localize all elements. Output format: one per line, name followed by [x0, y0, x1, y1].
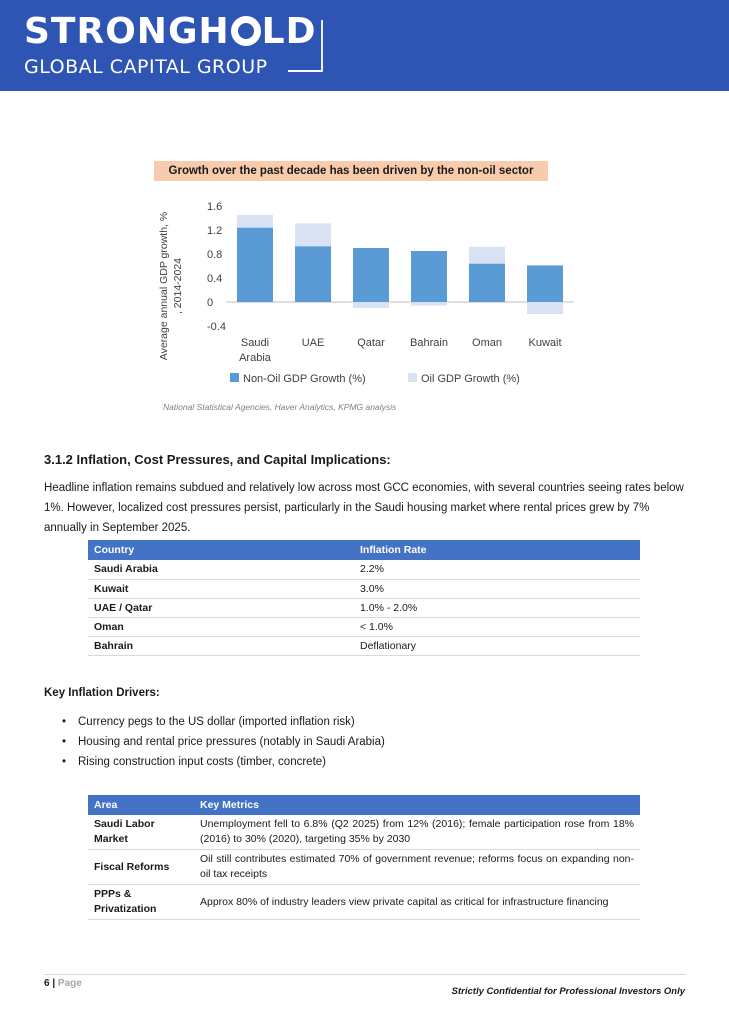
y-tick-label: 1.6 — [207, 201, 223, 213]
footer-divider — [44, 974, 686, 975]
legend-swatch-non-oil — [230, 373, 239, 382]
legend-swatch-oil — [408, 373, 417, 382]
logo-divider — [321, 20, 323, 72]
table-row — [88, 636, 640, 655]
bar-non-oil — [527, 265, 563, 302]
area-cell: PPPs & Privatization — [88, 885, 194, 920]
inflation-table — [88, 540, 640, 656]
metrics-cell: Unemployment fell to 6.8% (Q2 2025) from 12% (2016); female participation rose from 18% (2016) to 30% (2020), targeting 35% by 2030 — [194, 815, 640, 850]
x-tick-label: UAE — [301, 337, 325, 349]
bar-oil — [353, 302, 389, 308]
column-header-country: Country — [88, 540, 354, 560]
table-row — [88, 815, 640, 850]
bar-non-oil — [295, 246, 331, 302]
bar-non-oil — [353, 248, 389, 302]
inflation-cell: 1.0% - 2.0% — [354, 598, 640, 617]
table-row — [88, 617, 640, 636]
y-axis-label: , 2014-2024 — [172, 257, 184, 315]
company-logo — [24, 12, 316, 78]
country-cell: Saudi Arabia — [88, 560, 354, 579]
x-tick-label: Kuwait — [528, 337, 562, 349]
logo-wordmark: STRONGH LD — [24, 11, 317, 52]
metrics-cell: Oil still contributes estimated 70% of government revenue; reforms focus on expanding non-oil tax receipts — [194, 850, 640, 885]
bar-oil — [411, 302, 447, 306]
logo-underline — [288, 70, 322, 72]
y-tick-label: 0.4 — [207, 273, 223, 285]
table-header-row — [88, 540, 640, 560]
bar-non-oil — [411, 251, 447, 302]
column-header-inflation: Inflation Rate — [354, 540, 640, 560]
inflation-cell: Deflationary — [354, 636, 640, 655]
x-tick-label: Bahrain — [410, 337, 448, 349]
gdp-growth-chart — [150, 190, 580, 400]
legend-label-oil: Oil GDP Growth (%) — [421, 373, 520, 385]
y-tick-label: 1.2 — [207, 225, 223, 237]
chart-title: Growth over the past decade has been driven by the non-oil sector — [154, 161, 548, 181]
x-tick-label: Saudi — [240, 337, 270, 349]
country-cell: Oman — [88, 617, 354, 636]
confidentiality-notice: Strictly Confidential for Professional Investors Only — [451, 986, 685, 997]
y-tick-label: 0.8 — [207, 249, 223, 261]
table-row — [88, 885, 640, 920]
bar-oil — [527, 302, 563, 314]
inflation-cell: 3.0% — [354, 579, 640, 598]
country-cell: Bahrain — [88, 636, 354, 655]
column-header-metrics: Key Metrics — [194, 795, 640, 815]
bar-oil — [469, 247, 505, 264]
list-item: • Currency pegs to the US dollar (imported inflation risk) — [62, 712, 385, 732]
country-cell: UAE / Qatar — [88, 598, 354, 617]
x-tick-label: Qatar — [357, 337, 385, 349]
list-item: • Housing and rental price pressures (notably in Saudi Arabia) — [62, 732, 385, 752]
bar-non-oil — [469, 264, 505, 302]
table-row — [88, 579, 640, 598]
y-tick-label: 0 — [207, 297, 214, 309]
page-number: 6 | Page — [44, 978, 82, 989]
y-tick-label: -0.4 — [207, 321, 226, 333]
inflation-cell: < 1.0% — [354, 617, 640, 636]
table-row — [88, 560, 640, 579]
column-header-area: Area — [88, 795, 194, 815]
table-row — [88, 598, 640, 617]
area-cell: Fiscal Reforms — [88, 850, 194, 885]
drivers-list — [62, 712, 385, 772]
y-axis-label: Average annual GDP growth, % — [158, 211, 170, 361]
table-row — [88, 850, 640, 885]
inflation-cell: 2.2% — [354, 560, 640, 579]
bar-non-oil — [237, 228, 273, 302]
globe-icon — [231, 16, 261, 46]
country-cell: Kuwait — [88, 579, 354, 598]
header-banner — [0, 0, 729, 91]
logo-subtitle: GLOBAL CAPITAL GROUP — [24, 56, 268, 78]
table-header-row — [88, 795, 640, 815]
key-metrics-table — [88, 795, 640, 920]
legend-label-non-oil: Non-Oil GDP Growth (%) — [243, 373, 366, 385]
section-heading: 3.1.2 Inflation, Cost Pressures, and Capital Implications: — [44, 452, 391, 467]
section-paragraph: Headline inflation remains subdued and relatively low across most GCC economies, with several countries seeing rates below 1%. However, localized cost pressures persist, particularly in the Saudi housing market where rental prices grew by 7% annually in September 2025. — [44, 482, 684, 534]
drivers-heading: Key Inflation Drivers: — [44, 687, 160, 699]
chart-source: National Statistical Agencies, Haver Analytics, KPMG analysis — [163, 402, 397, 412]
bar-oil — [295, 223, 331, 246]
x-tick-label: Oman — [472, 337, 502, 349]
metrics-cell: Approx 80% of industry leaders view private capital as critical for infrastructure financing — [194, 885, 640, 920]
area-cell: Saudi Labor Market — [88, 815, 194, 850]
bar-oil — [237, 215, 273, 228]
x-tick-label: Arabia — [239, 352, 271, 364]
list-item: • Rising construction input costs (timber, concrete) — [62, 752, 385, 772]
